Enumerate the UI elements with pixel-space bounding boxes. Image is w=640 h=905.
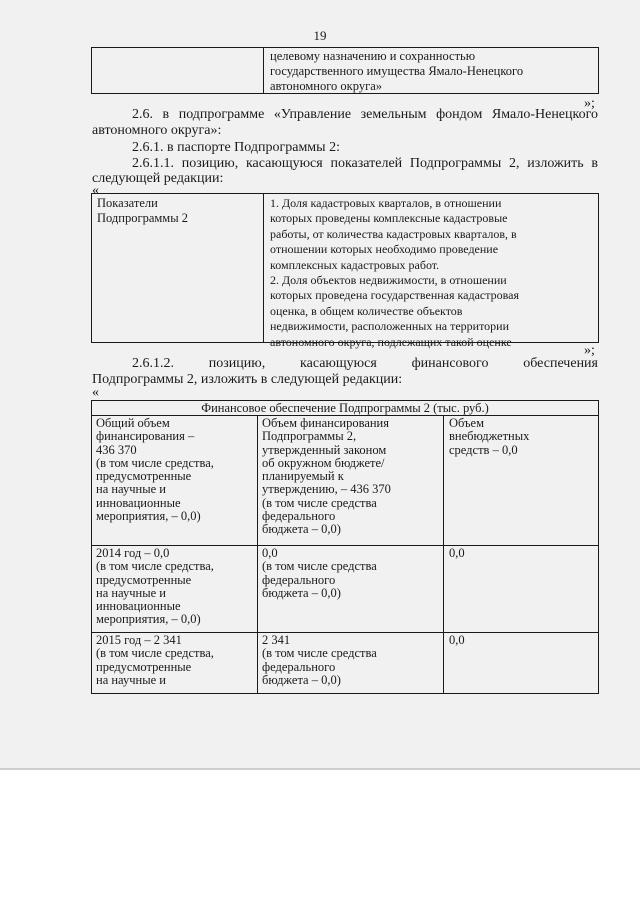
indicators-list: 1. Доля кадастровых кварталов, в отношении которых проведены комплексные кадастровые работы, от количества кадастровых кварталов, в отношении которых необходимо проведение комплексных кадастровых работ. 2. Доля объектов недвижимости, в отношении которых проведена государственная кадастровая оценка, в общем количестве объектов недвижимости, расположенных на территории автономного округа, подлежащих такой оценке: [270, 196, 519, 349]
paragraph-2-6-1-2-line-1: 2.6.1.2. позицию, касающуюся финансового обеспечения: [132, 356, 598, 371]
continuation-table-divider: [263, 47, 264, 94]
continuation-table-text: целевому назначению и сохранностью государственного имущества Ямало-Ненецкого автономного округа»: [270, 49, 524, 93]
closing-quote-1: »;: [584, 96, 595, 111]
finance-row-2014-extrabudgetary: 0,0: [449, 546, 465, 560]
scan-edge: [0, 768, 640, 770]
finance-header-extrabudgetary: Объем внебюджетных средств – 0,0: [449, 416, 530, 457]
paragraph-2-6-1-1-line-2: следующей редакции:: [92, 171, 224, 186]
paragraph-2-6-line-2: автономного округа»:: [92, 123, 222, 138]
page-number: 19: [313, 28, 327, 43]
paragraph-2-6-1-2-line-2: Подпрограммы 2, изложить в следующей редакции:: [92, 372, 403, 387]
indicators-table-divider: [263, 193, 264, 343]
finance-row-2014-total: 2014 год – 0,0 (в том числе средства, предусмотренные на научные и инновационные мероприятия, – 0,0): [96, 546, 214, 627]
paragraph-2-6-1: 2.6.1. в паспорте Подпрограммы 2:: [132, 140, 340, 155]
indicators-label: Показатели Подпрограммы 2: [97, 196, 188, 225]
finance-table-title: Финансовое обеспечение Подпрограммы 2 (тыс. руб.): [201, 401, 489, 415]
closing-quote-2: »;: [584, 343, 595, 358]
finance-row-2015-total: 2015 год – 2 341 (в том числе средства, предусмотренные на научные и: [96, 633, 214, 687]
paragraph-2-6-line-1: 2.6. в подпрограмме «Управление земельным фондом Ямало-Ненецкого: [132, 107, 598, 122]
finance-row-2015-approved: 2 341 (в том числе средства федерального бюджета – 0,0): [262, 633, 377, 687]
opening-quote-2: «: [92, 385, 99, 400]
paragraph-2-6-1-1-line-1: 2.6.1.1. позицию, касающуюся показателей Подпрограммы 2, изложить в: [132, 156, 598, 171]
finance-col-divider-2: [443, 415, 444, 694]
finance-header-total: Общий объем финансирования – 436 370 (в том числе средства, предусмотренные на научные и инновационные мероприятия, – 0,0): [96, 416, 214, 524]
finance-header-approved: Объем финансирования Подпрограммы 2, утвержденный законом об окружном бюджете/ планируемый к утверждению, – 436 370 (в том числе средства федерального бюджета – 0,0): [262, 416, 391, 537]
finance-row-2015-extrabudgetary: 0,0: [449, 633, 465, 647]
opening-quote-1: «: [92, 183, 99, 198]
finance-row-2014-approved: 0,0 (в том числе средства федерального бюджета – 0,0): [262, 546, 377, 600]
finance-col-divider-1: [257, 415, 258, 694]
